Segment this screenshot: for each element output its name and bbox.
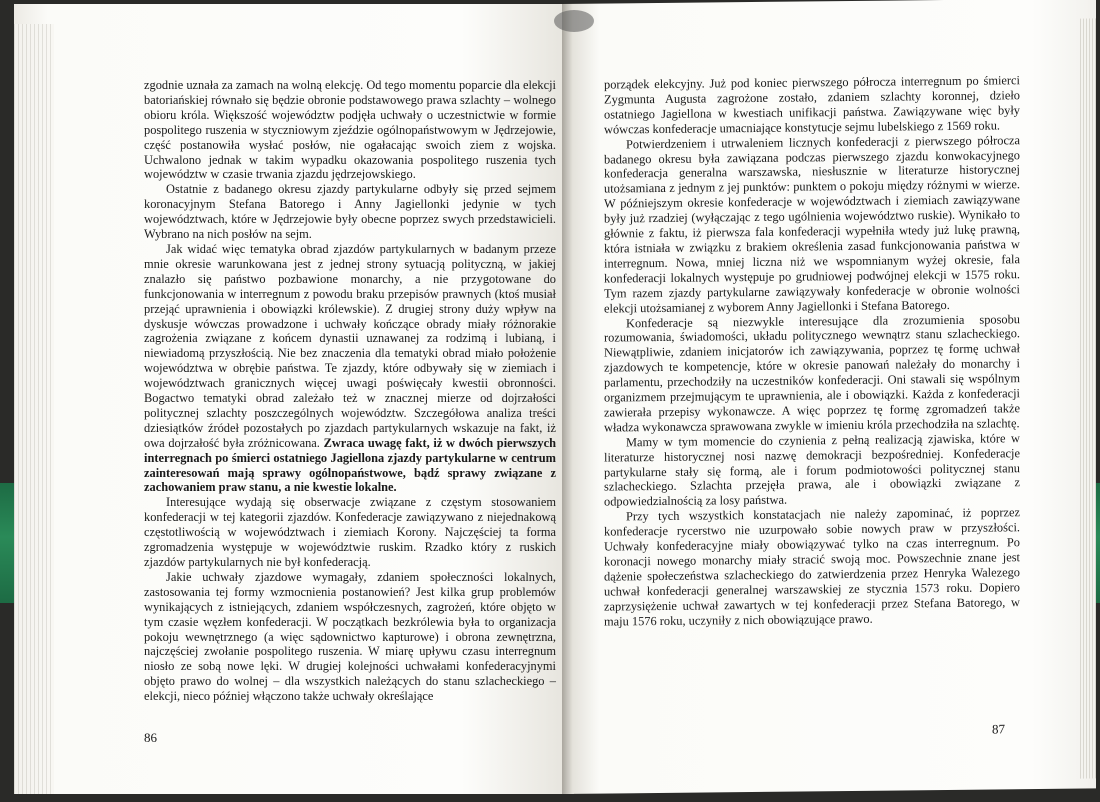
right-paragraph-5: Przy tych wszystkich konstatacjach nie należy zapominać, iż poprzez konfederacje rycerstwo nie uzurpowało sobie nowych praw w przyszłości. Uchwały konfederacyjne miały obowiązywać tylko na czas interregnum. Po koronacji nowego monarchy miały stracić swoją moc. Powszechnie znane jest dążenie społeczeństwa szlacheckiego do zatwierdzenia przez Henryka Walezego uchwał konfederacji generalnej warszawskiej ze stycznia 1573 roku. Dopiero zaprzysiężenie uchwał zawartych w tej konfederacji przez Stefana Batorego, w maju 1576 roku, uczyniły z nich obowiązujące prawo. — [604, 505, 1020, 629]
right-page-edges — [1080, 18, 1096, 778]
open-book — [14, 4, 1096, 796]
left-paragraph-2: Ostatnie z badanego okresu zjazdy partykularne odbyły się przed sejmem koronacyjnym Stefana Batorego i Anny Jagiellonki jedynie w tych województwach, które w Jędrzejowie były obecne poprzez swych przedstawicieli. Wybrano na nich posłów na sejm. — [144, 182, 556, 242]
left-paragraph-4: Interesujące wydają się obserwacje związane z częstym stosowaniem konfederacji w tej kategorii zjazdów. Konfederacje zawiązywano z niejednakową częstotliwością w województwach i ziemiach Korony. Najczęściej ta forma zgromadzenia występuje w województwie ruskim. Rzadko który z ruskich zjazdów partykularnych nie był konfederacją. — [144, 495, 556, 569]
binding-mark — [554, 10, 594, 32]
right-paragraph-1: porządek elekcyjny. Już pod koniec pierwszego półrocza interregnum po śmierci Zygmunta Augusta zagrożone zostało, zdaniem szlachty koronnej, dzieło ostatniego Jagiellona w kwestiach unifikacji państwa. Zawiązywane więc były wówczas konfederacje umacniające konstytucje sejmu lubelskiego z 1569 roku. — [604, 73, 1020, 137]
right-page — [562, 0, 1096, 794]
left-page-edges — [14, 24, 54, 794]
left-paragraph-3-bold: Zwraca uwagę fakt, iż w dwóch pierwszych interregnach po śmierci ostatniego Jagiellona zjazdy partykularne w centrum zainteresowań mają sprawy ogólnopaństwowe, bądź sprawy związane z zachowaniem praw stanu, a nie kwestie lokalne. — [144, 435, 556, 495]
left-paragraph-3-text: Jak widać więc tematyka obrad zjazdów partykularnych w badanym przeze mnie okresie warunkowana jest z jednej strony sytuacją polityczną, w jakiej znalazło się państwo pozbawione monarchy, a nie przygotowane do funkcjonowania w interregnum z powodu braku przepisów prawnych (ktoś musiał przejąć uprawnienia i obowiązki królewskie). Z drugiej strony duży wpływ na dyskusje wówczas prowadzone i uchwały kończące obrady miały różnorakie zagrożenia związane z końcem dynastii uznawanej za rodzimą i lubianą, i niewiadomą przyszłością. Nie bez znaczenia dla tematyki obrad miało położenie województwa w obrębie państwa. Te zjazdy, które odbywały się w ziemiach i województwach granicznych więcej uwagi poświęcały kwestii obronności. Bogactwo tematyki obrad zależało też w znacznej mierze od dojrzałości politycznej szlachty poszczególnych województw. Szczegółowa analiza treści dziesiątków źródeł pozostałych po zjazdach partykularnych wskazuje na fakt, iż owa dojrzałość była zróżnicowana. — [144, 241, 556, 450]
left-page — [14, 4, 574, 794]
left-paragraph-5: Jakie uchwały zjazdowe wymagały, zdaniem społeczności lokalnych, zastosowania tej formy wzmocnienia postanowień? Jest kilka grup problemów wynikających z istniejących, zdaniem współczesnych, zagrożeń, które objęto w tym czasie węzłem konfederacji. W początkach bezkrólewia była to organizacja pokoju wewnętrznego (a więc sądownictwo kapturowe) i obrona zewnętrzna, najczęściej zwołanie pospolitego ruszenia. W miarę upływu czasu interregnum niosło ze sobą nowe lęki. W drugiej kolejności uchwałami konfederacyjnymi objęto prawo do wolnej – dla wszystkich należących do stanu szlacheckiego – elekcji, nieco później włączono także uchwały określające — [144, 569, 556, 704]
right-page-text — [604, 73, 1020, 629]
left-paragraph-1: zgodnie uznała za zamach na wolną elekcję. Od tego momentu poparcie dla elekcji batoriańskiej równało się będzie obronie podstawowego prawa szlachty – wolnego obioru króla. Większość województw podjęła uchwały o uczestnictwie w formie pospolitego ruszenia w styczniowym zjeździe ogólnopaństwowym w Jędrzejowie, część postanowiła wysłać posłów, nie ogałacając swoich ziem z wojska. Uchwalono jednak w takim wypadku okazowania pospolitego ruszenia tych województw w czasie trwania zjazdu jędrzejowskiego. — [144, 78, 556, 182]
right-paragraph-3: Konfederacje są niezwykle interesujące dla zrozumienia sposobu rozumowania, świadomości, układu politycznego wewnątrz stanu szlacheckiego. Niewątpliwie, zdaniem inicjatorów ich zawiązywania, poprzez tę formę uchwał zjazdowych te kompetencje, które w okresie panowań należały do monarchy i parlamentu, przechodziły na uczestników konfederacji. Oni stawali się wspólnym organizmem przejmującym te uprawnienia, ale i obowiązki. Każda z konfederacji zawierała przepisy wykonawcze. A więc poprzez tę formę zgromadzeń także władza wykonawcza sprawowana zwykle w imieniu króla przechodziła na szlachtę. — [604, 311, 1020, 435]
left-paragraph-3 — [144, 242, 556, 495]
left-page-number: 86 — [144, 730, 157, 745]
left-page-text — [144, 78, 556, 704]
right-paragraph-4: Mamy w tym momencie do czynienia z pełną realizacją zjawiska, które w literaturze historycznej nosi nazwę demokracji bezpośredniej. Konfederacje partykularne stały się formą, ale i forum podmiotowości politycznej stanu szlacheckiego. Szlachta przejęła prawa, ale i obowiązki związane z odpowiedzialnością za losy państwa. — [604, 430, 1020, 509]
right-paragraph-2: Potwierdzeniem i utrwaleniem licznych konfederacji z pierwszego półrocza badanego okresu była zawiązana podczas pierwszego zjazdu konwokacyjnego konfederacja generalna warszawska, niesłusznie w literaturze historycznej utożsamiana z jednym z jej punktów: punktem o pokoju między różnymi w wierze. W późniejszym okresie konfederacje w województwach i ziemiach zawiązywane były już rzadziej (wyłączając z tego ugólnienia województwo ruskie). Wynikało to głównie z faktu, iż pierwsza fala konfederacji wypełniła wtedy już lukę prawną, która istniała w związku z brakiem określenia zasad funkcjonowania państwa w interregnum. Nowa, mniej liczna niż we wspomnianym wyżej okresie, fala konfederacji lokalnych występuje po grudniowej podwójnej elekcji w 1575 roku. Tym razem zjazdy partykularne zawiązywały konfederacje w obronie wolności elekcji utożsamianej z wyborem Anny Jagiellonki i Stefana Batorego. — [604, 132, 1020, 316]
right-page-number: 87 — [992, 721, 1005, 737]
